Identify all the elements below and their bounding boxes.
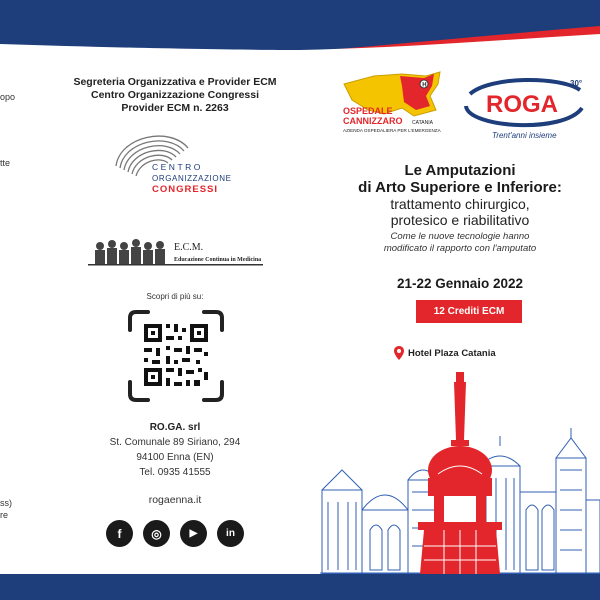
hospital-city: CATANIA [412, 120, 433, 126]
company-address: 94100 Enna (EN) [136, 452, 214, 463]
hospital-logo [340, 70, 445, 134]
left-panel-fragment [0, 70, 50, 530]
company-phone[interactable]: Tel. 0935 41555 [139, 467, 211, 478]
ecm-title: E.C.M. [174, 242, 204, 253]
event-tagline: modificato il rapporto con l'amputato [383, 243, 537, 254]
event-title-block [320, 162, 600, 255]
company-info [70, 420, 280, 480]
coc-logo-line: CONGRESSI [152, 184, 219, 195]
location-pin-icon [394, 346, 404, 360]
qr-label: Scopri di più su: [146, 292, 204, 301]
facebook-icon[interactable]: f [106, 520, 133, 547]
bottom-band [0, 574, 600, 600]
youtube-icon[interactable]: ▶ [180, 520, 207, 547]
left-fragment-text: re [0, 510, 9, 520]
event-panel [320, 52, 600, 574]
hospital-name: CANNIZZARO [343, 116, 403, 126]
event-tagline: Come le nuove tecnologie hanno [390, 231, 530, 242]
congress-center-logo [110, 126, 250, 196]
roga-name: ROGA [486, 91, 558, 118]
instagram-icon[interactable]: ◎ [143, 520, 170, 547]
ecm-logo [88, 234, 263, 270]
organizer-heading-line: Segreteria Organizzativa e Provider ECM [73, 76, 277, 88]
qr-code[interactable] [126, 308, 226, 404]
left-fragment-text: ss) [0, 498, 12, 508]
organizer-panel [70, 52, 280, 574]
event-title: Le Amputazioni [404, 162, 516, 179]
venue-name: Hotel Plaza Catania [408, 348, 496, 359]
catania-skyline-illustration [320, 370, 600, 574]
company-address: St. Comunale 89 Siriano, 294 [109, 437, 241, 448]
event-date: 21-22 Gennaio 2022 [396, 276, 524, 291]
hospital-tagline: AZIENDA OSPEDALIERA PER L'EMERGENZA [343, 128, 441, 133]
website-link[interactable]: rogaenna.it [148, 494, 202, 506]
coc-logo-line: CENTRO [152, 162, 203, 172]
organizer-heading [70, 76, 280, 115]
venue [408, 348, 598, 359]
left-fragment-text: opo [0, 92, 16, 102]
ecm-subtitle: Educazione Continua in Medicina [174, 257, 262, 263]
hospital-name: OSPEDALE [343, 106, 393, 116]
linkedin-icon[interactable]: in [217, 520, 244, 547]
organizer-heading-line: Centro Organizzazione Congressi [90, 89, 260, 101]
left-fragment-text: tte [0, 158, 11, 168]
event-subtitle: trattamento chirurgico, [390, 196, 530, 212]
top-wave-band [0, 0, 600, 52]
roga-tagline: Trent'anni insieme [492, 131, 557, 140]
roga-logo [460, 72, 592, 142]
coc-logo-line: ORGANIZZAZIONE [152, 174, 232, 183]
credits-badge: 12 Crediti ECM [416, 300, 522, 323]
roga-badge: 30° [570, 79, 583, 88]
event-subtitle: protesico e riabilitativo [390, 212, 530, 228]
event-title: di Arto Superiore e Inferiore: [358, 179, 562, 196]
organizer-heading-line: Provider ECM n. 2263 [121, 102, 229, 114]
svg-text:H: H [422, 82, 427, 89]
company-name: RO.GA. srl [149, 422, 201, 433]
social-links [106, 520, 246, 550]
